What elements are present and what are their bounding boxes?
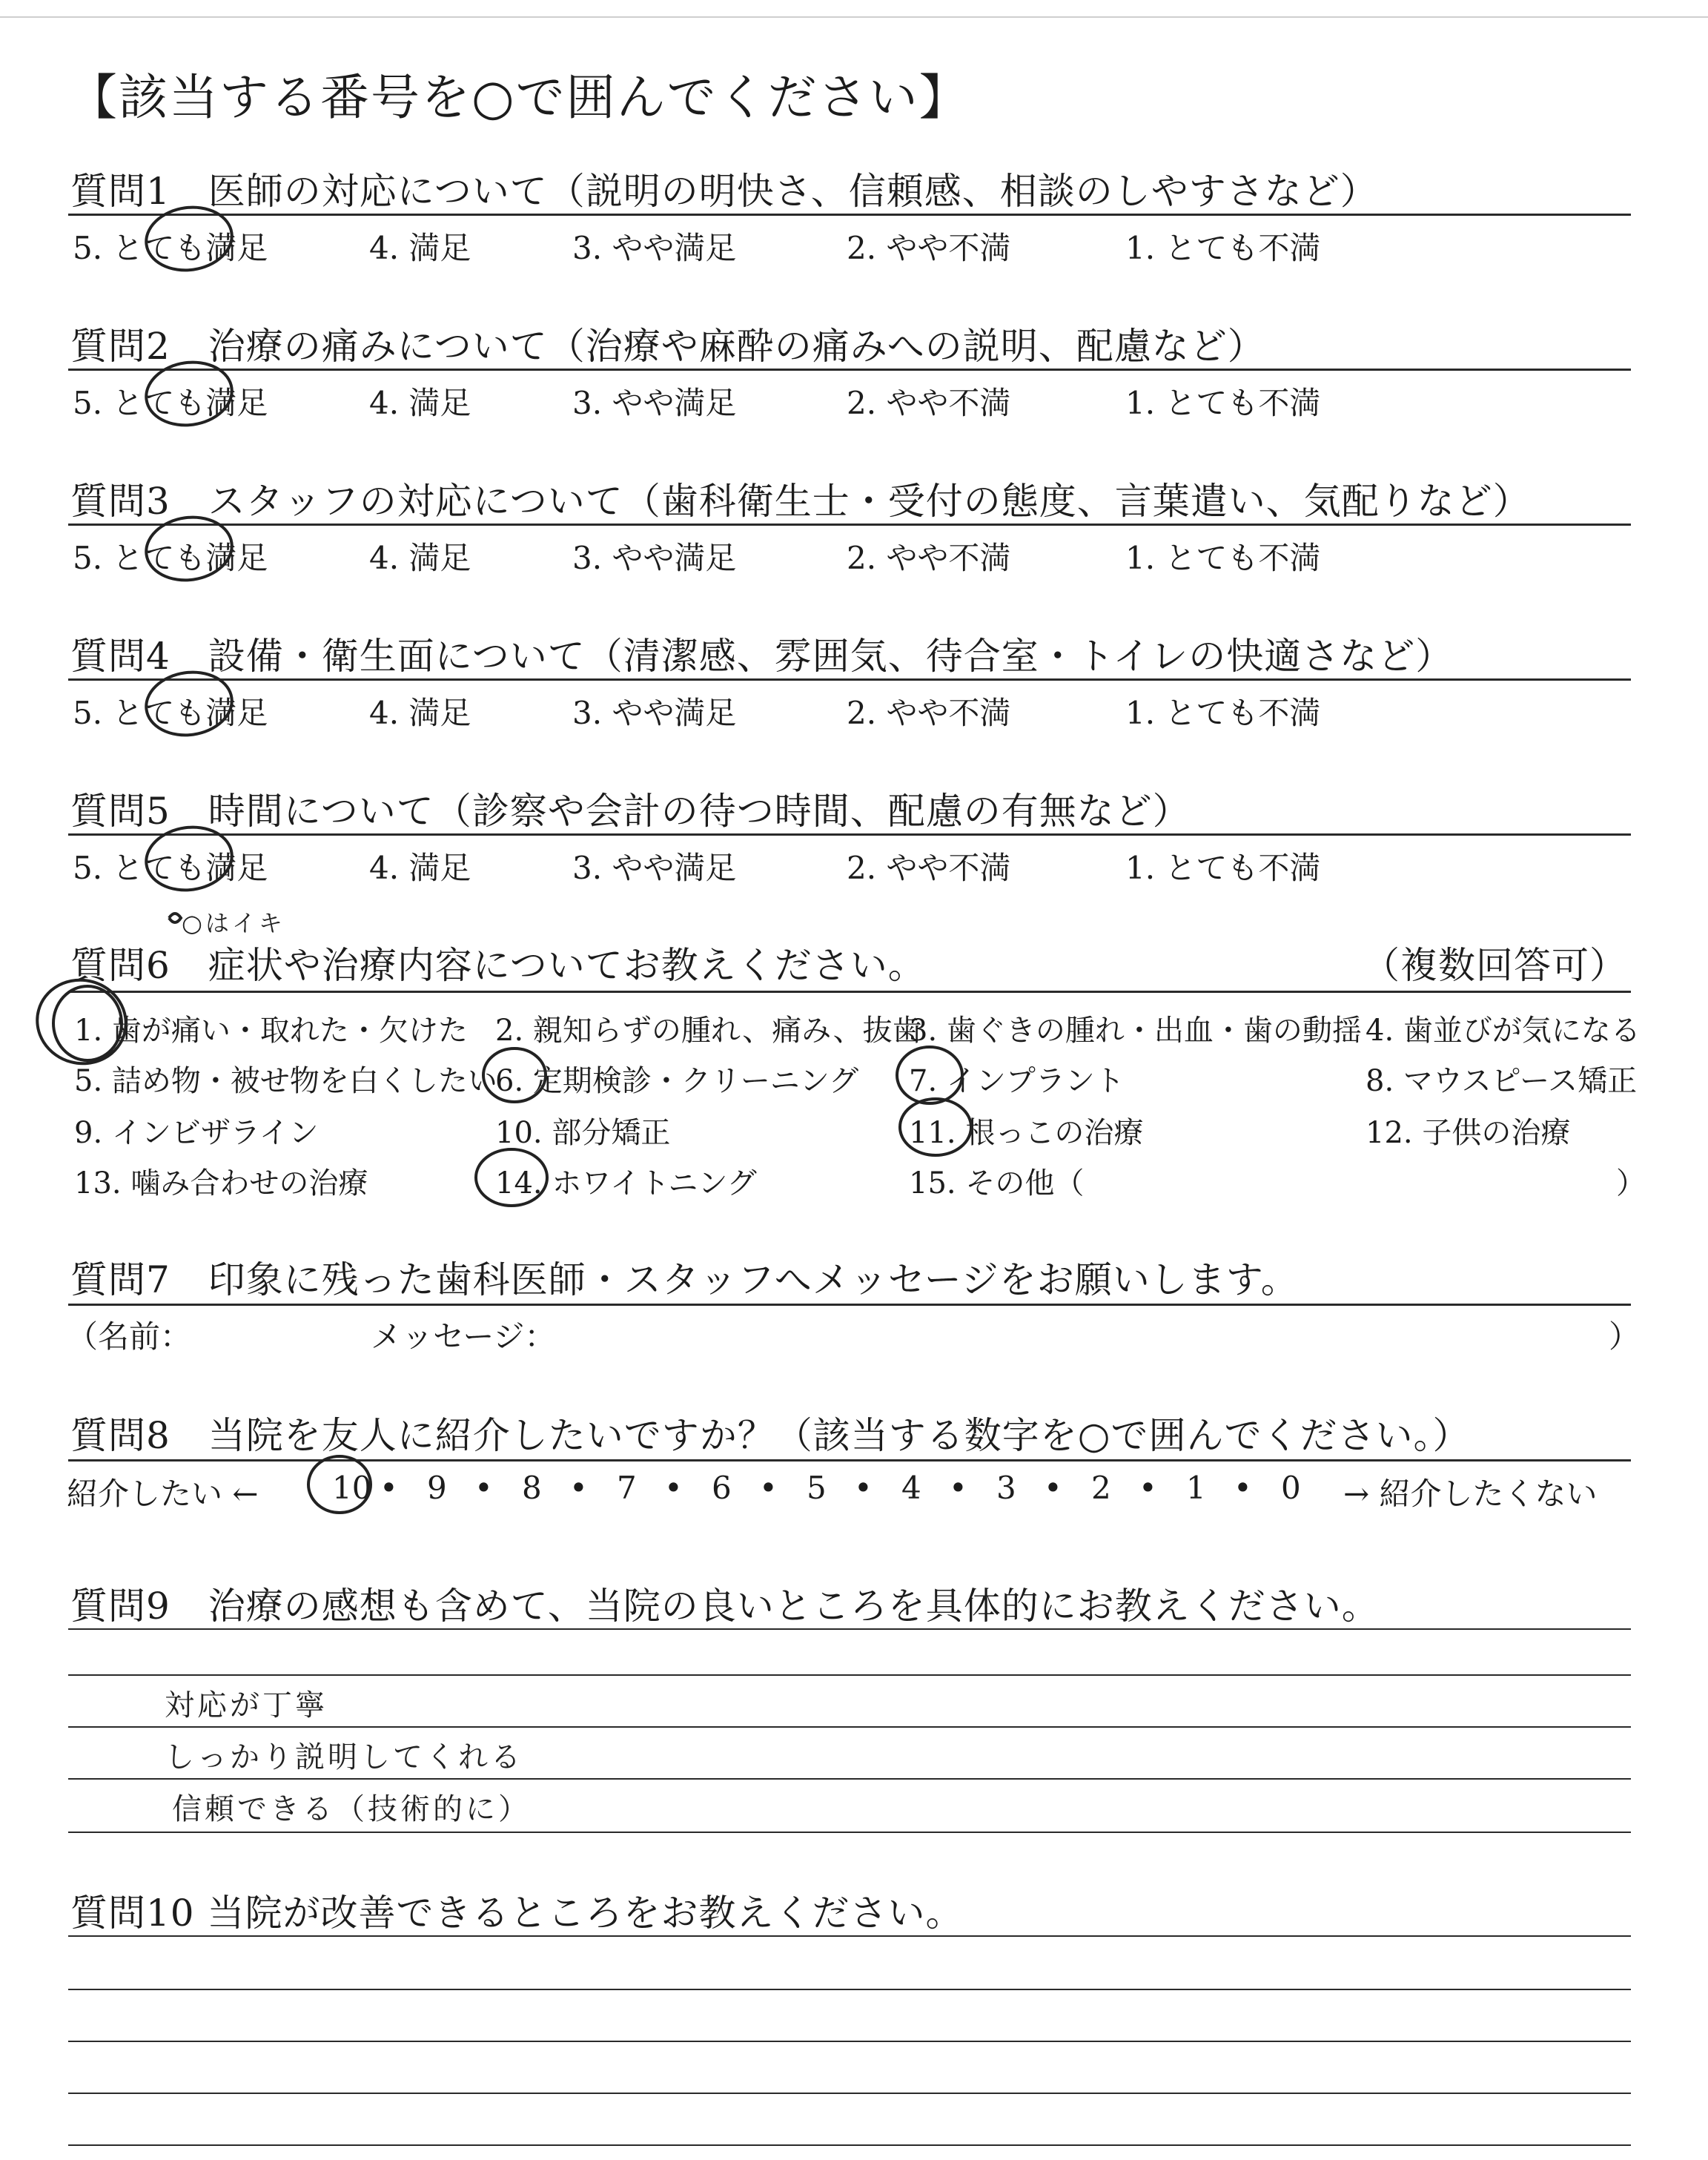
q3-option-1[interactable]: 1. とても不満 — [1125, 540, 1321, 576]
q6-option-5[interactable]: 5. 詰め物・被せ物を白くしたい — [74, 1064, 497, 1098]
q10-title: 質問10 当院が改善できるところをお教えください。 — [70, 1892, 964, 1935]
q3-selection-circle — [142, 512, 236, 585]
q6-option-2[interactable]: 2. 親知らずの腫れ、痛み、抜歯 — [495, 1014, 922, 1048]
q8-scale-5[interactable]: 5 — [807, 1470, 827, 1506]
q3-option-3[interactable]: 3. やや満足 — [572, 540, 737, 576]
q2-option-5[interactable]: 5. とても満足 — [73, 385, 268, 421]
q6-other-close: ） — [1616, 1166, 1646, 1200]
q8-scale-1[interactable]: 1 — [1186, 1470, 1206, 1506]
q3-option-5[interactable]: 5. とても満足 — [73, 540, 268, 576]
q4-selection-circle — [142, 667, 236, 740]
q1-title: 質問1 医師の対応について（説明の明快さ、信頼感、相談のしやすさなど） — [70, 170, 1378, 213]
q6-option-4[interactable]: 4. 歯並びが気になる — [1366, 1014, 1641, 1048]
q6-option-8[interactable]: 8. マウスピース矯正 — [1366, 1064, 1638, 1098]
q8-scale-dot: • — [664, 1470, 683, 1506]
form-header: 【該当する番号を○で囲んでください】 — [68, 69, 970, 126]
q8-scale-9[interactable]: 9 — [427, 1470, 447, 1506]
q8-scale-dot: • — [949, 1470, 967, 1506]
q8-scale-7[interactable]: 7 — [617, 1470, 637, 1506]
q6-option-14[interactable]: 14. ホワイトニング — [495, 1166, 757, 1200]
q9-answer-2: しっかり説明してくれる — [165, 1740, 523, 1774]
q2-option-4[interactable]: 4. 満足 — [369, 385, 471, 421]
q6-note: （複数回答可） — [1363, 944, 1627, 987]
q5-option-4[interactable]: 4. 満足 — [369, 850, 471, 886]
q8-scale-dot: • — [569, 1470, 588, 1506]
q2-selection-circle — [142, 357, 236, 430]
q7-close-paren: ） — [1609, 1318, 1641, 1355]
q8-scale-dot: • — [854, 1470, 873, 1506]
q8-scale-8[interactable]: 8 — [522, 1470, 542, 1506]
q4-option-2[interactable]: 2. やや不満 — [847, 695, 1011, 731]
q1-option-2[interactable]: 2. やや不満 — [847, 230, 1011, 266]
q8-scale-6[interactable]: 6 — [712, 1470, 732, 1506]
q8-scale-2[interactable]: 2 — [1091, 1470, 1111, 1506]
q8-scale-dot: • — [1139, 1470, 1157, 1506]
q1-option-1[interactable]: 1. とても不満 — [1125, 230, 1321, 266]
q5-option-1[interactable]: 1. とても不満 — [1125, 850, 1321, 886]
q5-option-2[interactable]: 2. やや不満 — [847, 850, 1011, 886]
q6-circle-11 — [900, 1099, 971, 1155]
q9-answer-3: 信頼できる（技術的に） — [172, 1792, 531, 1826]
q6-option-10[interactable]: 10. 部分矯正 — [495, 1116, 671, 1150]
q4-title: 質問4 設備・衛生面について（清潔感、雰囲気、待合室・トイレの快適さなど） — [70, 635, 1454, 678]
q8-scale-3[interactable]: 3 — [996, 1470, 1016, 1506]
q3-option-4[interactable]: 4. 満足 — [369, 540, 471, 576]
q8-scale-dot: • — [380, 1470, 398, 1506]
q6-circle-1a — [53, 986, 122, 1060]
q8-scale-dot: • — [1044, 1470, 1062, 1506]
q2-title: 質問2 治療の痛みについて（治療や麻酔の痛みへの説明、配慮など） — [70, 325, 1265, 368]
q6-circle-14 — [476, 1149, 547, 1206]
q7-name-label[interactable]: （名前： — [67, 1318, 192, 1355]
q6-option-9[interactable]: 9. インビザライン — [74, 1116, 319, 1150]
q8-left-label: 紹介したい ← — [67, 1476, 259, 1512]
q6-note-mark — [169, 914, 181, 922]
q1-option-5[interactable]: 5. とても満足 — [73, 230, 268, 266]
q8-scale-0[interactable]: 0 — [1281, 1470, 1301, 1506]
q5-title: 質問5 時間について（診察や会計の待つ時間、配慮の有無など） — [70, 790, 1191, 833]
q6-option-3[interactable]: 3. 歯ぐきの腫れ・出血・歯の動揺 — [909, 1014, 1362, 1048]
q4-option-5[interactable]: 5. とても満足 — [73, 695, 268, 731]
q6-option-11[interactable]: 11. 根っこの治療 — [909, 1116, 1144, 1150]
q1-option-3[interactable]: 3. やや満足 — [572, 230, 737, 266]
q5-option-3[interactable]: 3. やや満足 — [572, 850, 737, 886]
q6-option-15[interactable]: 15. その他（ — [909, 1166, 1085, 1200]
q8-right-label: → 紹介したくない — [1343, 1476, 1598, 1512]
q3-title: 質問3 スタッフの対応について（歯科衛生士・受付の態度、言葉遣い、気配りなど） — [70, 480, 1531, 523]
q6-handwritten-note: ○はイキ — [182, 909, 285, 937]
q4-option-4[interactable]: 4. 満足 — [369, 695, 471, 731]
q2-option-3[interactable]: 3. やや満足 — [572, 385, 737, 421]
q5-option-5[interactable]: 5. とても満足 — [73, 850, 268, 886]
q6-option-7[interactable]: 7. インプラント — [909, 1064, 1125, 1098]
q4-option-1[interactable]: 1. とても不満 — [1125, 695, 1321, 731]
q8-scale-dot: • — [474, 1470, 493, 1506]
q6-circle-7 — [897, 1047, 962, 1103]
q7-title: 質問7 印象に残った歯科医師・スタッフへメッセージをお願いします。 — [70, 1258, 1299, 1301]
q6-option-13[interactable]: 13. 噛み合わせの治療 — [74, 1166, 368, 1200]
q1-selection-circle — [142, 202, 236, 275]
q5-selection-circle — [142, 822, 236, 895]
q8-circle-10 — [308, 1456, 371, 1513]
q9-title: 質問9 治療の感想も含めて、当院の良いところを具体的にお教えください。 — [70, 1585, 1380, 1628]
q1-option-4[interactable]: 4. 満足 — [369, 230, 471, 266]
q4-option-3[interactable]: 3. やや満足 — [572, 695, 737, 731]
q2-option-2[interactable]: 2. やや不満 — [847, 385, 1011, 421]
q6-option-12[interactable]: 12. 子供の治療 — [1366, 1116, 1571, 1150]
q6-option-6[interactable]: 6. 定期検診・クリーニング — [495, 1064, 859, 1098]
q8-scale-dot: • — [1234, 1470, 1252, 1506]
q6-option-1[interactable]: 1. 歯が痛い・取れた・欠けた — [74, 1014, 468, 1048]
q8-title: 質問8 当院を友人に紹介したいですか？（該当する数字を○で囲んでください。） — [70, 1414, 1471, 1457]
q2-option-1[interactable]: 1. とても不満 — [1125, 385, 1321, 421]
q8-scale-10[interactable]: 10 — [332, 1470, 372, 1506]
q7-message-label[interactable]: メッセージ： — [371, 1318, 556, 1355]
q9-answer-1: 対応が丁寧 — [165, 1688, 328, 1723]
q3-option-2[interactable]: 2. やや不満 — [847, 540, 1011, 576]
q6-title: 質問6 症状や治療内容についてお教えください。 — [70, 944, 926, 987]
q8-scale-dot: • — [759, 1470, 778, 1506]
q8-scale-4[interactable]: 4 — [901, 1470, 921, 1506]
q6-circle-6 — [483, 1048, 546, 1102]
